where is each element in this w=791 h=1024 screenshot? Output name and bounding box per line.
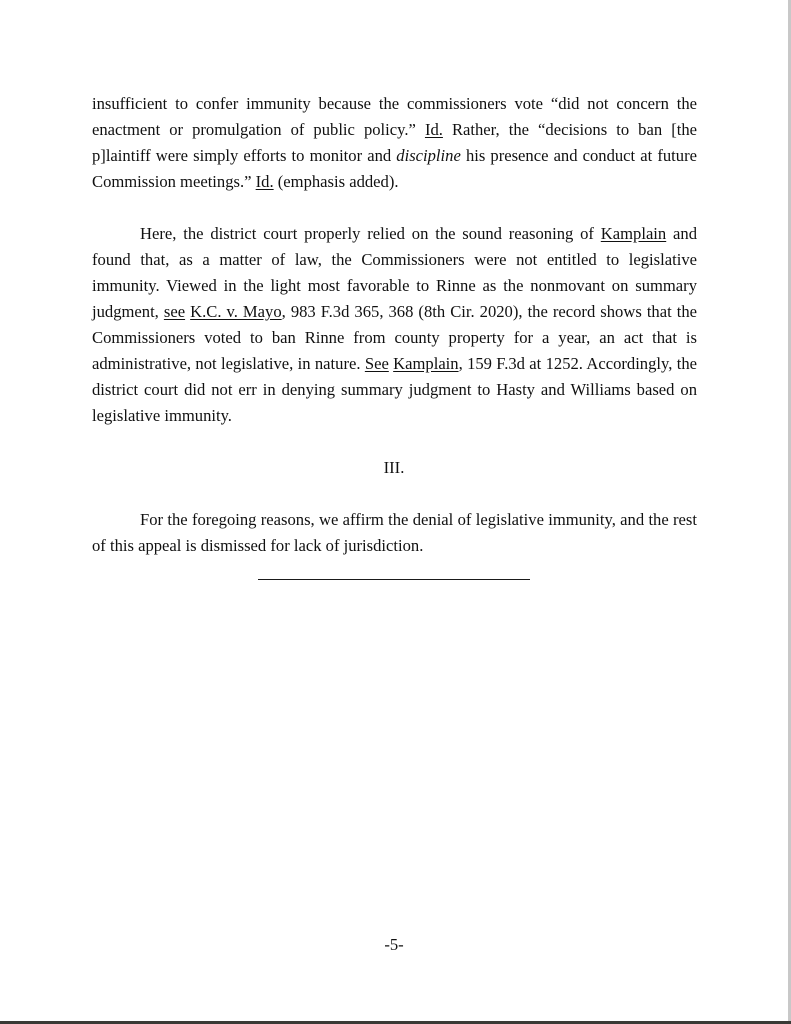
case-citation: Kamplain	[393, 354, 459, 373]
paragraph-text: (emphasis added).	[273, 172, 399, 191]
paragraph-text: , 983 F.3d 365, 368 (8th Cir. 2020), the record shows that the Commissioners voted to ban Rinne from county property for a year, an act that is administrative, not legislative, in nature.	[92, 302, 698, 373]
case-citation: Kamplain	[600, 224, 667, 243]
paragraph-continued	[92, 91, 697, 195]
case-citation: K.C. v. Mayo	[190, 302, 282, 321]
section-heading: III.	[383, 458, 405, 477]
paragraph-text: and found that, as a matter of law, the Commissioners were not entitled to legislative immunity. Viewed in the light most favorable to Rinne as the nonmovant on summary judgment,	[92, 224, 698, 321]
paragraph-text: insufficient to confer immunity because the commissioners vote “did not concern the enactment or promulgation of public policy.”	[92, 94, 697, 139]
paragraph-text: Here, the district court properly relied on the sound reasoning of	[140, 224, 601, 243]
citation-id: Id.	[424, 120, 443, 139]
page-number: -5-	[384, 935, 404, 954]
signal-see: see	[163, 302, 186, 321]
paragraph-text: Rather, the “decisions to ban [the p]laintiff were simply efforts to monitor and	[92, 120, 697, 165]
paragraph-text: , 159 F.3d at 1252. Accordingly, the district court did not err in denying summary judgment to Hasty and Williams based on legislative immunity.	[92, 354, 697, 425]
citation-id: Id.	[255, 172, 274, 191]
paragraph-conclusion: For the foregoing reasons, we affirm the denial of legislative immunity, and the rest of this appeal is dismissed for lack of jurisdiction.	[92, 510, 697, 555]
signal-see: See	[364, 354, 389, 373]
emphasis-text: discipline	[396, 146, 461, 165]
paragraph-text: his presence and conduct at future Commission meetings.”	[92, 146, 697, 191]
paragraph-analysis	[92, 221, 697, 429]
end-divider	[258, 579, 530, 580]
